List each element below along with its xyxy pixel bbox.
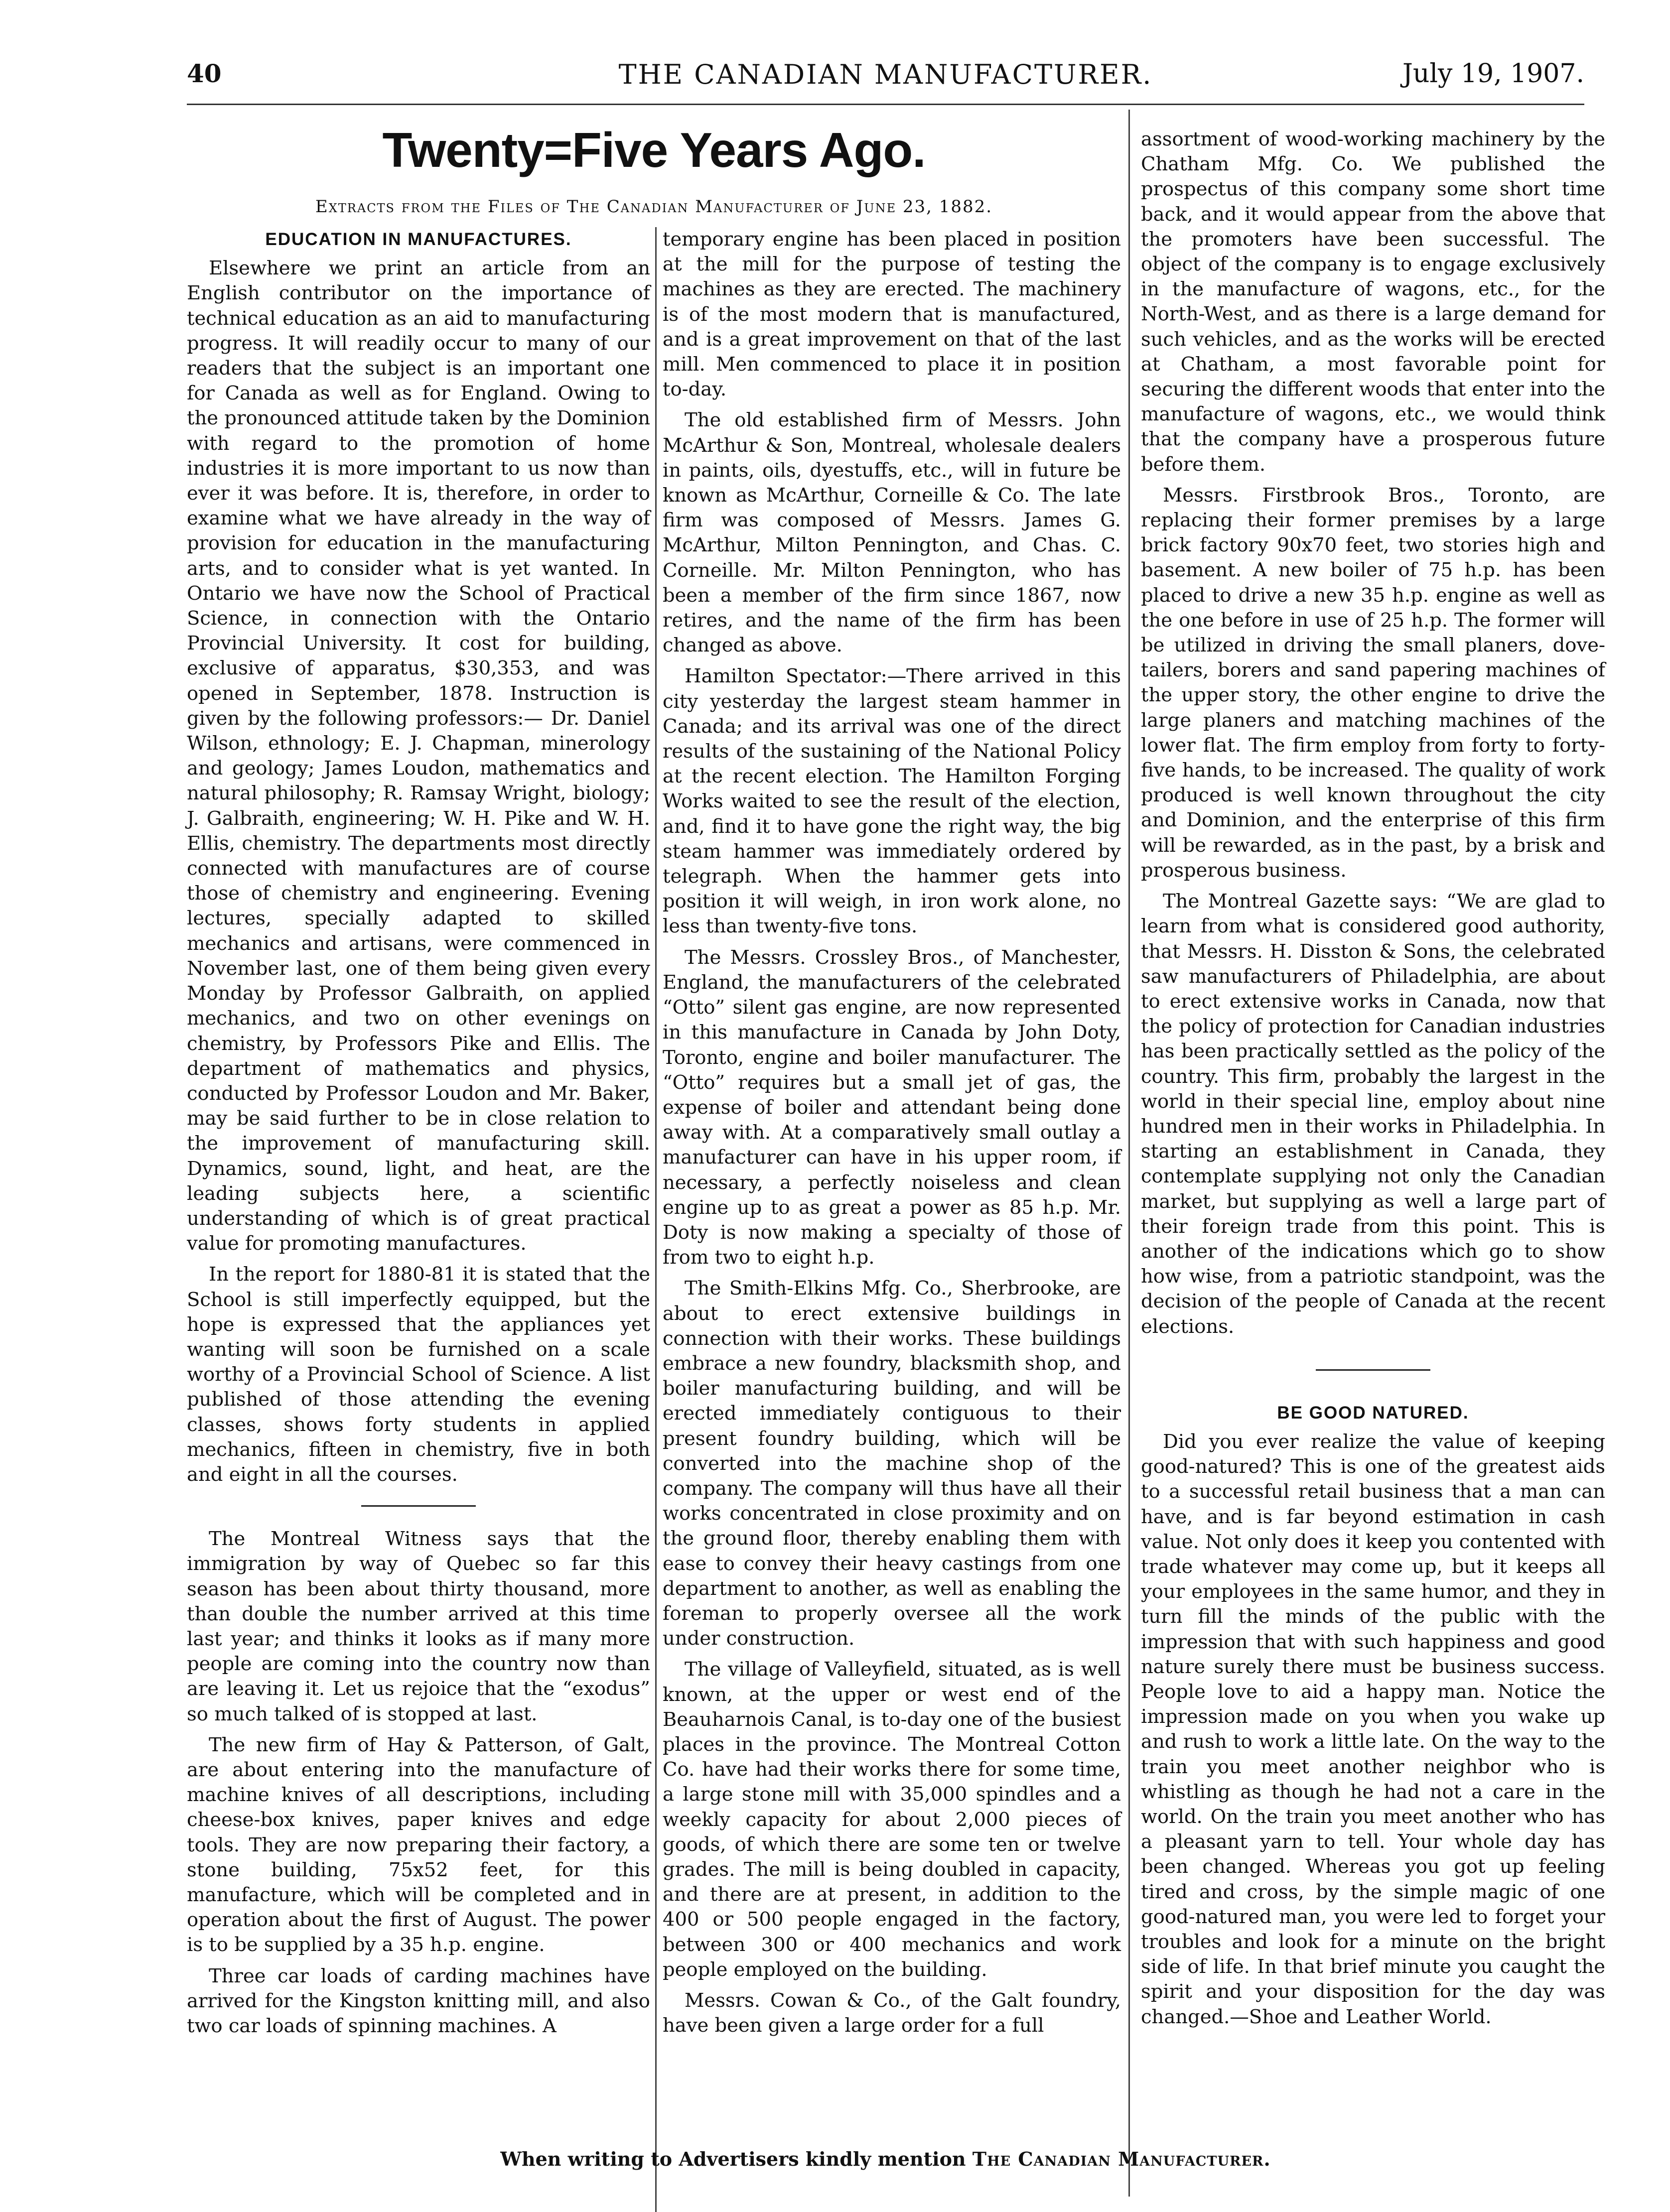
paragraph: The Smith-Elkins Mfg. Co., Sherbrooke, are about to erect extensive buildings in connection with their works. These buildings embrace a new foundry, blacksmith shop, and boiler manufacturing building, and will be erected immediately contiguous to their present foundry building, which will be converted into the machine shop of the company. The company will thus have all their works concentrated in close proximity and on the ground floor, thereby enabling them with ease to convey their heavy castings from one department to another, as well as enabling the foreman to properly oversee all the work under construction. xyxy=(663,1277,1121,1650)
paragraph: The Messrs. Crossley Bros., of Manchester, England, the manufacturers of the celebrated “Otto” silent gas engine, are now represented in this manufacture in Canada by John Doty, Toronto, engine and boiler manufacturer. The “Otto” requires but a small jet of gas, the expense of boiler and attendant being done away with. At a comparatively small outlay a manufacturer can have in his upper room, if necessary, a perfectly noiseless and clean engine up to as great a power as 85 h.p. Mr. Doty is now making a specialty of those of from two to eight h.p. xyxy=(663,946,1121,1269)
publication-title: THE CANADIAN MANUFACTURER. xyxy=(618,59,1153,90)
paragraph: The Montreal Gazette says: “We are glad to learn from what is considered good authority, that Messrs. H. Disston & Sons, the celebrated saw manufacturers of Philadelphia, are about to erect extensive works in Canada, now that the policy of protection for Canadian industries has been practically settled as the policy of the country. This firm, probably the largest in the world in their special line, employ about nine hundred men in their works in Philadelphia. In starting an establishment in Canada, they contemplate supplying not only the Canadian market, but supplying as well a large part of their foreign trade from this point. This is another of the indications which go to show how wise, from a patriotic standpoint, was the decision of the people of Canada at the recent elections. xyxy=(1141,890,1605,1338)
section-divider xyxy=(1316,1369,1430,1371)
paragraph: Messrs. Firstbrook Bros., Toronto, are replacing their former premises by a large brick factory 90x70 feet, two stories high and basement. A new boiler of 75 h.p. has been placed to drive a new 35 h.p. engine as well as the one before in use of 25 h.p. The former will be utilized in driving the small planers, dove-tailers, borers and sand papering machines of the upper story, the other engine to drive the large planers and matching machines of the lower flat. The firm employ from forty to forty-five hands, to be increased. The quality of work produced is well known throughout the city and Dominion, and the enterprise of this firm will be rewarded, as in the past, by a brisk and prosperous business. xyxy=(1141,484,1605,882)
footer-text: When writing to Advertisers kindly mention xyxy=(500,2148,973,2170)
section-heading-education: EDUCATION IN MANUFACTURES. xyxy=(265,230,572,249)
column-rule-left xyxy=(655,227,657,2212)
paragraph: Hamilton Spectator:—There arrived in this city yesterday the largest steam hammer in Canada; and its arrival was one of the direct results of the sustaining of the National Policy at the recent election. The Hamilton Forging Works waited to see the result of the election, and, find it to have gone the right way, the big steam hammer was immediately ordered by telegraph. When the hammer gets into position it will weigh, in iron work alone, no less than twenty-five tons. xyxy=(663,665,1121,938)
column-left xyxy=(187,227,650,2045)
paragraph: Elsewhere we print an article from an English contributor on the importance of technical education as an aid to manufacturing progress. It will readily occur to many of our readers that the subject is an important one for Canada as well as for England. Owing to the pronounced attitude taken by the Dominion with regard to the promotion of home industries it is more important to us now than ever it was before. It is, therefore, in order to examine what we have already in the way of provision for education in the manufacturing arts, and to consider what is yet wanted. In Ontario we have now the School of Practical Science, in connection with the Ontario Provincial University. It cost for building, exclusive of apparatus, $30,353, and was opened in September, 1878. Instruction is given by the following professors:— Dr. Daniel Wilson, ethnology; E. J. Chapman, minerology and geology; James Loudon, mathematics and natural philosophy; R. Ramsay Wright, biology; J. Galbraith, engineering; W. H. Pike and W. H. Ellis, chemistry. The departments most directly connected with manufactures are of course those of chemistry and engineering. Evening lectures, specially adapted to skilled mechanics and artisans, were commenced in November last, one of them being given every Monday by Professor Galbraith, on applied mechanics, and two on other evenings on chemistry, by Professors Pike and Ellis. The department of mathematics and physics, conducted by Professor Loudon and Mr. Baker, may be said further to be in close relation to the improvement of manufacturing skill. Dynamics, sound, light, and heat, are the leading subjects here, a scientific understanding of which is of great practical value for promoting manufactures. xyxy=(187,257,650,1255)
footer-magazine-name: The Canadian Manufacturer. xyxy=(972,2148,1271,2170)
page-header xyxy=(187,59,1584,104)
section-heading-good-natured: BE GOOD NATURED. xyxy=(1277,1403,1469,1423)
paragraph: Did you ever realize the value of keeping good-natured? This is one of the greatest aids to a successful retail business that a man can have, and is far beyond estimation in cash value. Not only does it keep you contented with trade whatever may come up, but it keeps all your employees in the same humor, and they in turn fill the minds of the public with the impression that with such happiness and good nature surely there must be business success. People love to aid a happy man. Notice the impression made on you when you wake up and rush to work a little late. On the way to the train you meet another neighbor who is whistling as though he had not a care in the world. On the train you meet another who has a pleasant yarn to tell. Your whole day has been changed. Whereas you got up feeling tired and cross, by the simple magic of one good-natured man, you were led to forget your troubles and look for a minute on the bright side of life. In that brief minute you caught the spirit and your disposition for the day was changed.—Shoe and Leather World. xyxy=(1141,1430,1605,2028)
paragraph: The old established firm of Messrs. John McArthur & Son, Montreal, wholesale dealers in paints, oils, dyestuffs, etc., will in future be known as McArthur, Corneille & Co. The late firm was composed of Messrs. James G. McArthur, Milton Pennington, and Chas. C. Corneille. Mr. Milton Pennington, who has been a member of the firm since 1867, now retires, and the name of the firm has been changed as above. xyxy=(663,409,1121,657)
paragraph: Messrs. Cowan & Co., of the Galt foundry, have been given a large order for a full xyxy=(663,1989,1121,2037)
column-middle xyxy=(663,227,1121,2044)
paragraph: temporary engine has been placed in position at the mill for the purpose of testing the machines as they are erected. The machinery is of the most modern that is manufactured, and is a great improvement on that of the last mill. Men commenced to place it in position to-day. xyxy=(663,228,1121,401)
column-right xyxy=(1141,127,1605,2036)
article-subtitle: Extracts from the Files of The Canadian Manufacturer of June 23, 1882. xyxy=(315,197,993,217)
section-divider xyxy=(361,1505,476,1507)
column-rule-right xyxy=(1128,110,1130,2197)
page-number: 40 xyxy=(187,59,222,88)
article-title: Twenty=Five Years Ago. xyxy=(382,123,926,177)
header-rule xyxy=(187,104,1584,105)
paragraph: assortment of wood-working machinery by the Chatham Mfg. Co. We published the prospectus of this company some short time back, and it would appear from the above that the promoters have been successful. The object of the company is to engage exclusively in the manufacture of wagons, etc., for the North-West, and as there is a large demand for such vehicles, and as the works will be erected at Chatham, a most favorable point for securing the different woods that enter into the manufacture of wagons, etc., we would think that the company have a prosperous future before them. xyxy=(1141,128,1605,476)
paragraph: Three car loads of carding machines have arrived for the Kingston knitting mill, and also two car loads of spinning machines. A xyxy=(187,1964,650,2038)
paragraph: The village of Valleyfield, situated, as is well known, at the upper or west end of the Beauharnois Canal, is to-day one of the busiest places in the province. The Montreal Cotton Co. have had their works there for some time, a large stone mill with 35,000 spindles and a weekly capacity for about 2,000 pieces of goods, of which there are some ten or twelve grades. The mill is being doubled in capacity, and there are at present, in addition to the 400 or 500 people engaged in the factory, between 300 or 400 mechanics and work people employed on the building. xyxy=(663,1658,1121,1981)
issue-date: July 19, 1907. xyxy=(1402,59,1584,89)
paragraph: The new firm of Hay & Patterson, of Galt, are about entering into the manufacture of machine knives of all descriptions, including cheese-box knives, paper knives and edge tools. They are now preparing their factory, a stone building, 75x52 feet, for this manufacture, which will be completed and in operation about the first of August. The power is to be supplied by a 35 h.p. engine. xyxy=(187,1733,650,1956)
page-footer xyxy=(187,2148,1584,2170)
paragraph: In the report for 1880-81 it is stated that the School is still imperfectly equipped, but the hope is expressed that the appliances yet wanting will soon be furnished on a scale worthy of a Provincial School of Science. A list published of those attending the evening classes, shows forty students in applied mechanics, fifteen in chemistry, five in both and eight in all the courses. xyxy=(187,1263,650,1486)
paragraph: The Montreal Witness says that the immigration by way of Quebec so far this season has been about thirty thousand, more than double the number arrived at this time last year; and thinks it looks as if many more people are coming into the country now than are leaving it. Let us rejoice that the “exodus” so much talked of is stopped at last. xyxy=(187,1528,650,1725)
